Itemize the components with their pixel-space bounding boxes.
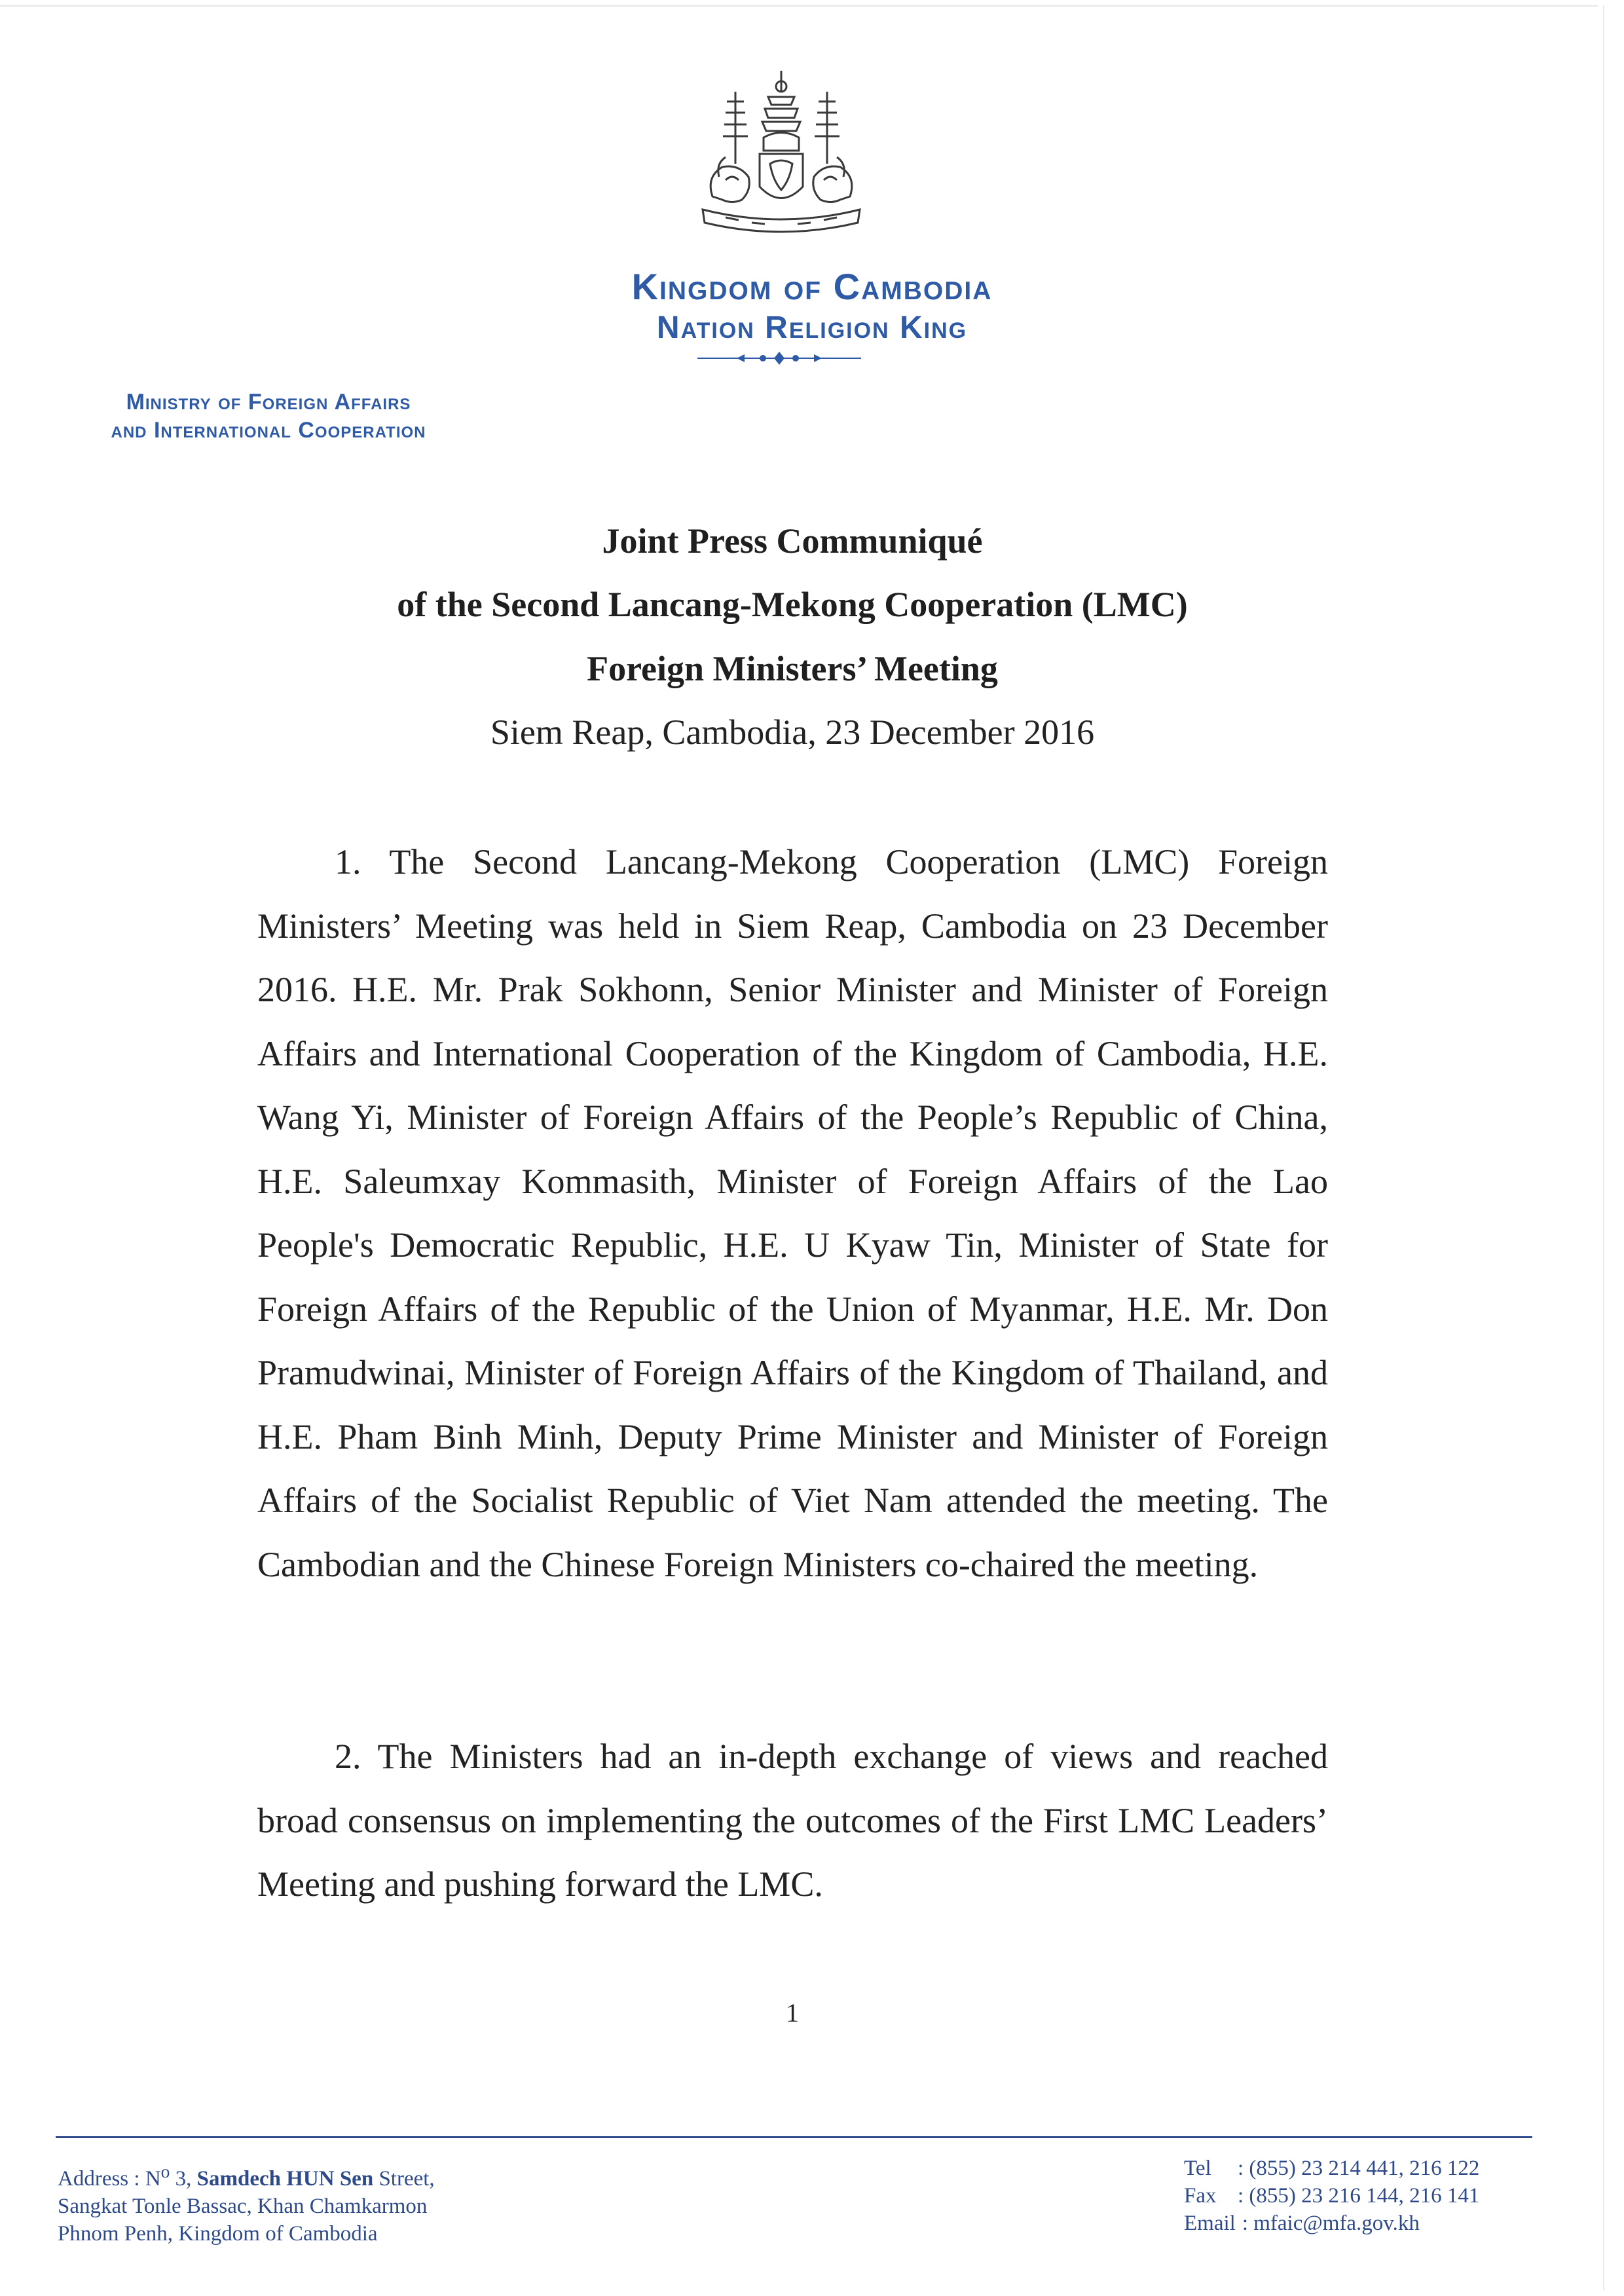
document-title-line3: Foreign Ministers’ Meeting bbox=[587, 649, 998, 688]
footer-address bbox=[58, 2158, 435, 2248]
tel-line: Tel : (855) 23 214 441, 216 122 bbox=[1184, 2157, 1480, 2180]
email-line: Email : mfaic@mfa.gov.kh bbox=[1184, 2212, 1420, 2235]
paragraph-2: 2. The Ministers had an in-depth exchange of views and reached broad consensus on implementing the outcomes of the First LMC Leaders’ Meeting and pushing forward the LMC. bbox=[257, 1737, 1328, 1904]
ministry-name-line1: Ministry of Foreign Affairs bbox=[126, 390, 411, 415]
page-edge-right bbox=[1603, 5, 1604, 2291]
kingdom-name: Kingdom of Cambodia bbox=[631, 266, 993, 307]
ornament-divider-icon bbox=[697, 350, 861, 366]
document-title: Joint Press Communiqué bbox=[602, 521, 983, 561]
footer-contact bbox=[1184, 2155, 1479, 2237]
document-title-line2: of the Second Lancang-Mekong Cooperation (LMC) bbox=[397, 585, 1188, 624]
page-edge-top bbox=[0, 5, 1598, 7]
ministry-name-line2: and International Cooperation bbox=[111, 418, 426, 443]
address-line-2: Sangkat Tonle Bassac, Khan Chamkarmon bbox=[58, 2194, 428, 2218]
page-number: 1 bbox=[786, 1998, 799, 2028]
address-line-1: Address : $N^o$ 3, Samdech HUN Sen Street, bbox=[58, 2161, 435, 2191]
national-motto: Nation Religion King bbox=[656, 310, 968, 345]
footer-divider bbox=[56, 2136, 1532, 2138]
fax-line: Fax : (855) 23 216 144, 216 141 bbox=[1184, 2184, 1480, 2208]
paragraph-1: 1. The Second Lancang-Mekong Cooperation (LMC) Foreign Ministers’ Meeting was held in Siem Reap, Cambodia on 23 December 2016. H.E. Mr. Prak Sokhonn, Senior Minister and Minister of Foreign Affairs and International Cooperation of the Kingdom of Cambodia, H.E. Wang Yi, Minister of Foreign Affairs of the People’s Republic of China, H.E. Saleumxay Kommasith, Minister of Foreign Affairs of the Lao People's Democratic Republic, H.E. U Kyaw Tin, Minister of State for Foreign Affairs of the Republic of the Union of Myanmar, H.E. Mr. Don Pramudwinai, Minister of Foreign Affairs of the Kingdom of Thailand, and H.E. Pham Binh Minh, Deputy Prime Minister and Minister of Foreign Affairs of the Socialist Republic of Viet Nam attended the meeting. The Cambodian and the Chinese Foreign Ministers co-chaired the meeting. bbox=[257, 842, 1328, 1584]
royal-coat-of-arms-icon bbox=[686, 65, 876, 249]
place-and-date: Siem Reap, Cambodia, 23 December 2016 bbox=[490, 713, 1095, 752]
address-line-3: Phnom Penh, Kingdom of Cambodia bbox=[58, 2222, 378, 2246]
